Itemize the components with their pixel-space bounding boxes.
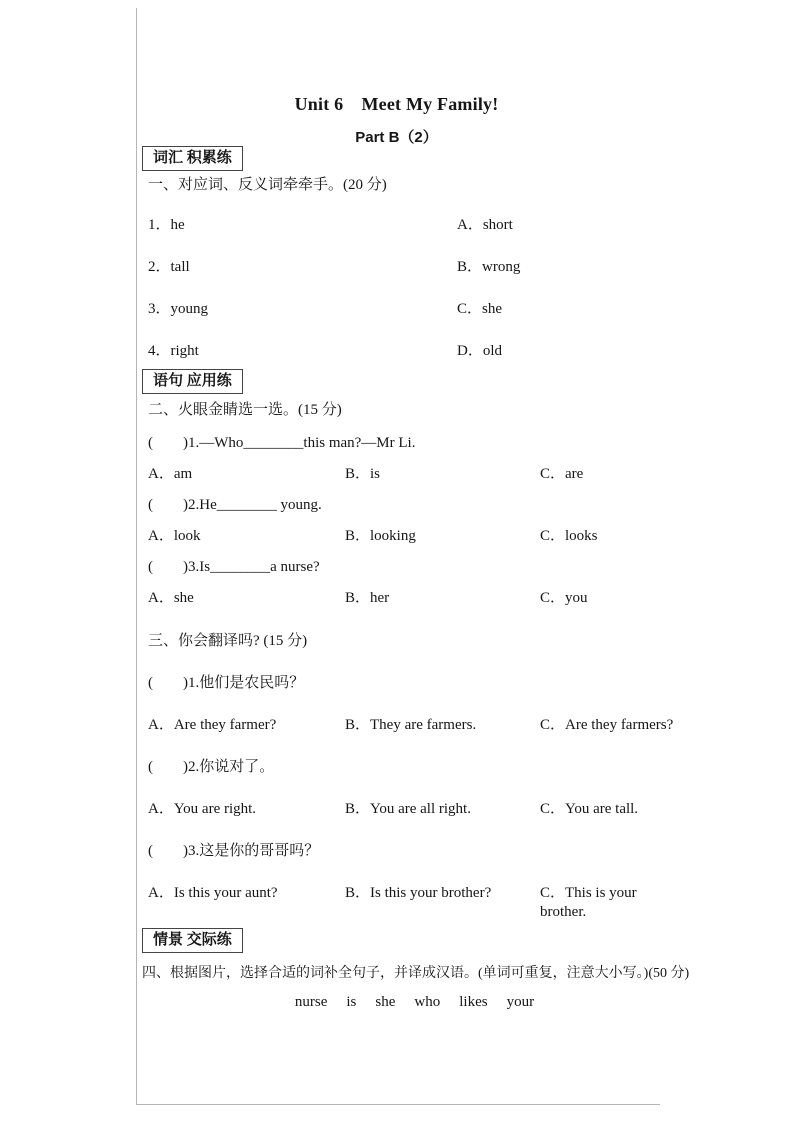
- option-c: C．you: [540, 590, 588, 606]
- option-a: A．You are right.: [148, 801, 257, 817]
- option-b: B．You are all right.: [345, 801, 471, 817]
- option-b: B．her: [345, 590, 390, 606]
- exercise2-heading: 二、火眼金睛选一选。(15 分): [148, 402, 342, 418]
- option-c: C．looks: [540, 528, 598, 544]
- matching-exercise: [148, 216, 681, 361]
- word-bank-item: your: [506, 994, 535, 1010]
- question-stem: ( )2.你说对了。: [148, 759, 275, 775]
- exercise1-heading: 一、对应词、反义词牵牵手。(20 分): [148, 177, 387, 193]
- question-stem: ( )1.—Who________this man?—Mr Li.: [148, 435, 416, 451]
- worksheet-content: [142, 142, 690, 1012]
- word-bank: [148, 993, 681, 1012]
- option-c: C．You are tall.: [540, 801, 639, 817]
- question-options: [148, 716, 681, 735]
- page-subtitle: Part B（2）: [355, 129, 438, 146]
- question-options: [148, 884, 681, 922]
- option-a: A．Is this your aunt?: [148, 885, 278, 901]
- option-a: A．Are they farmer?: [148, 717, 277, 733]
- section-badge-communication: 情景 交际练: [142, 928, 243, 953]
- word-bank-item: is: [346, 994, 357, 1010]
- match-right-item: A．short: [457, 217, 513, 233]
- match-pair-row: [148, 342, 681, 361]
- word-bank-item: she: [375, 994, 396, 1010]
- option-c: C．Are they farmers?: [540, 717, 674, 733]
- match-left-item: 1．he: [148, 217, 185, 233]
- bottom-border-line: [136, 1104, 660, 1105]
- question-options: [148, 527, 681, 546]
- left-border-line: [136, 8, 137, 1105]
- question-options: [148, 800, 681, 819]
- match-right-item: B．wrong: [457, 259, 521, 275]
- choice-exercise-2: [148, 434, 681, 608]
- page-title: Unit 6 Meet My Family!: [294, 94, 499, 114]
- match-left-item: 4．right: [148, 343, 199, 359]
- exercise4-heading: 四、根据图片，选择合适的词补全句子，并译成汉语。(单词可重复，注意大小写。)(50 分): [142, 966, 690, 981]
- option-b: B．is: [345, 466, 381, 482]
- option-a: A．am: [148, 466, 193, 482]
- exercise3-heading: 三、你会翻译吗? (15 分): [148, 633, 308, 649]
- section-badge-sentences: 语句 应用练: [142, 369, 243, 394]
- option-a: A．she: [148, 590, 194, 606]
- match-left-item: 3．young: [148, 301, 209, 317]
- word-bank-item: who: [414, 994, 441, 1010]
- question-stem: ( )3.Is________a nurse?: [148, 559, 320, 575]
- option-b: B．Is this your brother?: [345, 885, 492, 901]
- option-c: C．are: [540, 466, 584, 482]
- match-left-item: 2．tall: [148, 259, 190, 275]
- match-pair-row: [148, 300, 681, 319]
- choice-exercise-3: [148, 674, 681, 922]
- option-b: B．looking: [345, 528, 416, 544]
- section-badge-vocabulary: 词汇 积累练: [142, 146, 243, 171]
- match-right-item: C．she: [457, 301, 503, 317]
- match-right-item: D．old: [457, 343, 503, 359]
- option-a: A．look: [148, 528, 201, 544]
- match-pair-row: [148, 216, 681, 235]
- word-bank-item: nurse: [294, 994, 328, 1010]
- question-stem: ( )2.He________ young.: [148, 497, 322, 513]
- word-bank-item: likes: [459, 994, 488, 1010]
- question-options: [148, 465, 681, 484]
- option-b: B．They are farmers.: [345, 717, 477, 733]
- question-options: [148, 589, 681, 608]
- match-pair-row: [148, 258, 681, 277]
- option-c: C．This is your brother.: [540, 885, 637, 920]
- question-stem: ( )1.他们是农民吗？: [148, 675, 305, 691]
- question-stem: ( )3.这是你的哥哥吗？: [148, 843, 320, 859]
